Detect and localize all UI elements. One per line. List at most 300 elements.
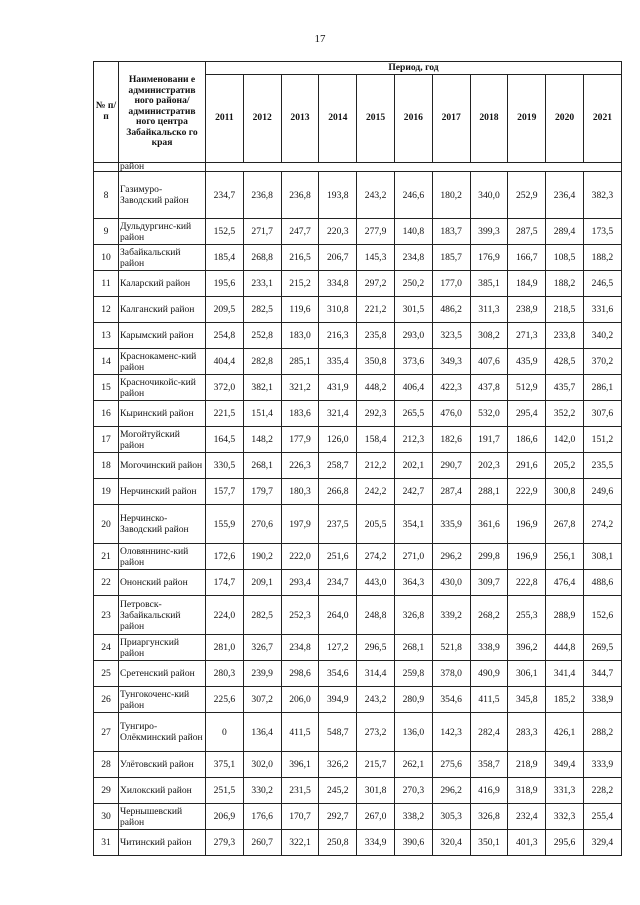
value-cell: 354,6 — [432, 687, 470, 713]
value-cell: 277,9 — [357, 219, 395, 245]
value-cell: 331,3 — [546, 778, 584, 804]
value-cell: 268,1 — [243, 453, 281, 479]
value-cell: 206,7 — [319, 245, 357, 271]
value-cell: 236,8 — [281, 172, 319, 219]
value-cell: 293,4 — [281, 570, 319, 596]
value-cell: 288,2 — [583, 713, 621, 752]
table-row — [94, 349, 622, 375]
value-cell: 435,7 — [546, 375, 584, 401]
value-cell: 157,7 — [206, 479, 244, 505]
value-cell: 411,5 — [470, 687, 508, 713]
row-number-cell: 12 — [94, 297, 119, 323]
value-cell: 350,8 — [357, 349, 395, 375]
value-cell: 255,3 — [508, 596, 546, 635]
value-cell: 301,5 — [394, 297, 432, 323]
value-cell: 291,6 — [508, 453, 546, 479]
value-cell: 411,5 — [281, 713, 319, 752]
value-cell: 221,2 — [357, 297, 395, 323]
value-cell: 228,2 — [583, 778, 621, 804]
table-row — [94, 752, 622, 778]
value-cell: 333,9 — [583, 752, 621, 778]
value-cell: 235,8 — [357, 323, 395, 349]
value-cell: 320,4 — [432, 830, 470, 856]
value-cell: 292,7 — [319, 804, 357, 830]
value-cell: 260,7 — [243, 830, 281, 856]
value-cell: 338,2 — [394, 804, 432, 830]
value-cell: 185,2 — [546, 687, 584, 713]
value-cell: 354,6 — [319, 661, 357, 687]
table-row — [94, 661, 622, 687]
value-cell: 326,7 — [243, 635, 281, 661]
value-cell: 299,8 — [470, 544, 508, 570]
value-cell: 243,2 — [357, 172, 395, 219]
continuation-name-cell: район — [119, 163, 206, 172]
district-name-cell: Оловяннинс-кий район — [119, 544, 206, 570]
value-cell: 265,5 — [394, 401, 432, 427]
row-number-cell: 11 — [94, 271, 119, 297]
row-number-cell: 21 — [94, 544, 119, 570]
value-cell: 176,6 — [243, 804, 281, 830]
value-cell: 172,6 — [206, 544, 244, 570]
value-cell: 225,6 — [206, 687, 244, 713]
value-cell: 322,1 — [281, 830, 319, 856]
value-cell: 548,7 — [319, 713, 357, 752]
table-row — [94, 479, 622, 505]
value-cell: 486,2 — [432, 297, 470, 323]
year-header: 2014 — [319, 75, 357, 163]
value-cell: 431,9 — [319, 375, 357, 401]
district-name-cell: Читинский район — [119, 830, 206, 856]
value-cell: 166,7 — [508, 245, 546, 271]
column-header-number: № п/п — [94, 62, 119, 163]
value-cell: 243,2 — [357, 687, 395, 713]
year-header: 2018 — [470, 75, 508, 163]
value-cell: 396,2 — [508, 635, 546, 661]
value-cell: 340,2 — [583, 323, 621, 349]
value-cell: 173,5 — [583, 219, 621, 245]
value-cell: 136,4 — [243, 713, 281, 752]
table-row — [94, 830, 622, 856]
value-cell: 448,2 — [357, 375, 395, 401]
table-row — [94, 427, 622, 453]
value-cell: 286,1 — [583, 375, 621, 401]
district-name-cell: Красночикойс-кий район — [119, 375, 206, 401]
district-name-cell: Нерчинско-Заводский район — [119, 505, 206, 544]
row-number-cell: 18 — [94, 453, 119, 479]
value-cell: 252,3 — [281, 596, 319, 635]
value-cell: 404,4 — [206, 349, 244, 375]
value-cell: 235,5 — [583, 453, 621, 479]
district-name-cell: Хилокский район — [119, 778, 206, 804]
value-cell: 273,2 — [357, 713, 395, 752]
value-cell: 249,6 — [583, 479, 621, 505]
value-cell: 476,4 — [546, 570, 584, 596]
value-cell: 174,7 — [206, 570, 244, 596]
district-name-cell: Тунгокоченс-кий район — [119, 687, 206, 713]
value-cell: 238,9 — [508, 297, 546, 323]
value-cell: 145,3 — [357, 245, 395, 271]
value-cell: 202,3 — [470, 453, 508, 479]
value-cell: 375,1 — [206, 752, 244, 778]
value-cell: 340,0 — [470, 172, 508, 219]
value-cell: 280,3 — [206, 661, 244, 687]
value-cell: 310,8 — [319, 297, 357, 323]
value-cell: 250,8 — [319, 830, 357, 856]
value-cell: 283,3 — [508, 713, 546, 752]
value-cell: 188,2 — [583, 245, 621, 271]
district-name-cell: Газимуро-Заводский район — [119, 172, 206, 219]
value-cell: 532,0 — [470, 401, 508, 427]
value-cell: 234,8 — [394, 245, 432, 271]
value-cell: 426,1 — [546, 713, 584, 752]
value-cell: 352,2 — [546, 401, 584, 427]
value-cell: 401,3 — [508, 830, 546, 856]
row-number-cell: 14 — [94, 349, 119, 375]
row-number-cell: 23 — [94, 596, 119, 635]
value-cell: 193,8 — [319, 172, 357, 219]
table-row — [94, 596, 622, 635]
value-cell: 152,5 — [206, 219, 244, 245]
value-cell: 399,3 — [470, 219, 508, 245]
value-cell: 245,2 — [319, 778, 357, 804]
district-name-cell: Сретенский район — [119, 661, 206, 687]
value-cell: 184,9 — [508, 271, 546, 297]
value-cell: 255,4 — [583, 804, 621, 830]
value-cell: 212,3 — [394, 427, 432, 453]
value-cell: 300,8 — [546, 479, 584, 505]
value-cell: 305,3 — [432, 804, 470, 830]
value-cell: 275,6 — [432, 752, 470, 778]
table-row — [94, 271, 622, 297]
value-cell: 119,6 — [281, 297, 319, 323]
value-cell: 302,0 — [243, 752, 281, 778]
value-cell: 180,2 — [432, 172, 470, 219]
value-cell: 295,6 — [546, 830, 584, 856]
continuation-empty-cell — [206, 163, 622, 172]
value-cell: 155,9 — [206, 505, 244, 544]
value-cell: 354,1 — [394, 505, 432, 544]
year-header: 2019 — [508, 75, 546, 163]
value-cell: 196,9 — [508, 544, 546, 570]
value-cell: 254,8 — [206, 323, 244, 349]
value-cell: 266,8 — [319, 479, 357, 505]
value-cell: 287,4 — [432, 479, 470, 505]
district-name-cell: Кыринский район — [119, 401, 206, 427]
district-name-cell: Ононский район — [119, 570, 206, 596]
value-cell: 372,0 — [206, 375, 244, 401]
row-number-cell: 26 — [94, 687, 119, 713]
row-number-cell: 13 — [94, 323, 119, 349]
value-cell: 236,8 — [243, 172, 281, 219]
value-cell: 288,1 — [470, 479, 508, 505]
value-cell: 216,5 — [281, 245, 319, 271]
value-cell: 197,9 — [281, 505, 319, 544]
table-row — [94, 544, 622, 570]
value-cell: 321,2 — [281, 375, 319, 401]
value-cell: 268,8 — [243, 245, 281, 271]
year-header: 2013 — [281, 75, 319, 163]
value-cell: 287,5 — [508, 219, 546, 245]
value-cell: 281,0 — [206, 635, 244, 661]
value-cell: 271,0 — [394, 544, 432, 570]
value-cell: 349,4 — [546, 752, 584, 778]
value-cell: 295,4 — [508, 401, 546, 427]
value-cell: 296,5 — [357, 635, 395, 661]
value-cell: 326,8 — [470, 804, 508, 830]
value-cell: 226,3 — [281, 453, 319, 479]
row-number-cell: 8 — [94, 172, 119, 219]
row-number-cell: 29 — [94, 778, 119, 804]
value-cell: 183,6 — [281, 401, 319, 427]
value-cell: 364,3 — [394, 570, 432, 596]
district-name-cell: Карымский район — [119, 323, 206, 349]
district-name-cell: Дульдургинс-кий район — [119, 219, 206, 245]
table-row — [94, 713, 622, 752]
value-cell: 428,5 — [546, 349, 584, 375]
value-cell: 406,4 — [394, 375, 432, 401]
table-row — [94, 297, 622, 323]
value-cell: 292,3 — [357, 401, 395, 427]
district-name-cell: Могочинский район — [119, 453, 206, 479]
district-name-cell: Калганский район — [119, 297, 206, 323]
value-cell: 264,0 — [319, 596, 357, 635]
value-cell: 212,2 — [357, 453, 395, 479]
value-cell: 270,3 — [394, 778, 432, 804]
value-cell: 108,5 — [546, 245, 584, 271]
value-cell: 179,7 — [243, 479, 281, 505]
value-cell: 373,6 — [394, 349, 432, 375]
value-cell: 289,4 — [546, 219, 584, 245]
row-number-cell: 10 — [94, 245, 119, 271]
column-header-name: Наименовани е административ ного района/ административ ного центра Забайкальско го края — [119, 62, 206, 163]
table-row — [94, 219, 622, 245]
value-cell: 206,9 — [206, 804, 244, 830]
district-name-cell: Каларский район — [119, 271, 206, 297]
value-cell: 326,8 — [394, 596, 432, 635]
value-cell: 306,1 — [508, 661, 546, 687]
value-cell: 215,2 — [281, 271, 319, 297]
value-cell: 252,9 — [508, 172, 546, 219]
value-cell: 136,0 — [394, 713, 432, 752]
table-row — [94, 778, 622, 804]
table-row — [94, 172, 622, 219]
row-number-cell: 20 — [94, 505, 119, 544]
value-cell: 339,2 — [432, 596, 470, 635]
value-cell: 344,7 — [583, 661, 621, 687]
row-number-cell: 17 — [94, 427, 119, 453]
row-number-cell: 25 — [94, 661, 119, 687]
value-cell: 236,4 — [546, 172, 584, 219]
value-cell: 296,2 — [432, 544, 470, 570]
value-cell: 331,6 — [583, 297, 621, 323]
district-name-cell: Нерчинский район — [119, 479, 206, 505]
value-cell: 350,1 — [470, 830, 508, 856]
value-cell: 293,0 — [394, 323, 432, 349]
value-cell: 126,0 — [319, 427, 357, 453]
row-number-cell: 27 — [94, 713, 119, 752]
value-cell: 309,7 — [470, 570, 508, 596]
value-cell: 0 — [206, 713, 244, 752]
value-cell: 242,2 — [357, 479, 395, 505]
value-cell: 407,6 — [470, 349, 508, 375]
value-cell: 234,7 — [319, 570, 357, 596]
value-cell: 151,2 — [583, 427, 621, 453]
value-cell: 247,7 — [281, 219, 319, 245]
continuation-row — [94, 163, 622, 172]
value-cell: 338,9 — [470, 635, 508, 661]
year-header: 2015 — [357, 75, 395, 163]
value-cell: 142,3 — [432, 713, 470, 752]
row-number-cell: 24 — [94, 635, 119, 661]
row-number-cell: 19 — [94, 479, 119, 505]
value-cell: 298,6 — [281, 661, 319, 687]
value-cell: 268,2 — [470, 596, 508, 635]
value-cell: 209,5 — [206, 297, 244, 323]
value-cell: 196,9 — [508, 505, 546, 544]
value-cell: 233,8 — [546, 323, 584, 349]
table-row — [94, 323, 622, 349]
value-cell: 164,5 — [206, 427, 244, 453]
row-number-cell: 28 — [94, 752, 119, 778]
value-cell: 307,2 — [243, 687, 281, 713]
value-cell: 262,1 — [394, 752, 432, 778]
district-name-cell: Петровск-Забайкальский район — [119, 596, 206, 635]
value-cell: 279,3 — [206, 830, 244, 856]
value-cell: 444,8 — [546, 635, 584, 661]
value-cell: 323,5 — [432, 323, 470, 349]
value-cell: 330,2 — [243, 778, 281, 804]
value-cell: 268,1 — [394, 635, 432, 661]
value-cell: 224,0 — [206, 596, 244, 635]
value-cell: 335,9 — [432, 505, 470, 544]
value-cell: 329,4 — [583, 830, 621, 856]
table-row — [94, 635, 622, 661]
year-header: 2021 — [583, 75, 621, 163]
value-cell: 215,7 — [357, 752, 395, 778]
value-cell: 335,4 — [319, 349, 357, 375]
row-number-cell: 15 — [94, 375, 119, 401]
value-cell: 209,1 — [243, 570, 281, 596]
value-cell: 158,4 — [357, 427, 395, 453]
district-name-cell: Улётовский район — [119, 752, 206, 778]
value-cell: 334,9 — [357, 830, 395, 856]
value-cell: 512,9 — [508, 375, 546, 401]
table-row — [94, 804, 622, 830]
value-cell: 443,0 — [357, 570, 395, 596]
continuation-num-cell — [94, 163, 119, 172]
value-cell: 318,9 — [508, 778, 546, 804]
value-cell: 151,4 — [243, 401, 281, 427]
value-cell: 521,8 — [432, 635, 470, 661]
value-cell: 140,8 — [394, 219, 432, 245]
value-cell: 185,7 — [432, 245, 470, 271]
value-cell: 183,7 — [432, 219, 470, 245]
value-cell: 221,5 — [206, 401, 244, 427]
value-cell: 334,8 — [319, 271, 357, 297]
value-cell: 233,1 — [243, 271, 281, 297]
value-cell: 290,7 — [432, 453, 470, 479]
row-number-cell: 31 — [94, 830, 119, 856]
value-cell: 202,1 — [394, 453, 432, 479]
value-cell: 170,7 — [281, 804, 319, 830]
value-cell: 191,7 — [470, 427, 508, 453]
value-cell: 285,1 — [281, 349, 319, 375]
year-header: 2020 — [546, 75, 584, 163]
value-cell: 488,6 — [583, 570, 621, 596]
value-cell: 195,6 — [206, 271, 244, 297]
value-cell: 222,9 — [508, 479, 546, 505]
value-cell: 267,8 — [546, 505, 584, 544]
value-cell: 282,4 — [470, 713, 508, 752]
value-cell: 338,9 — [583, 687, 621, 713]
value-cell: 220,3 — [319, 219, 357, 245]
value-cell: 258,7 — [319, 453, 357, 479]
value-cell: 232,4 — [508, 804, 546, 830]
value-cell: 218,9 — [508, 752, 546, 778]
value-cell: 127,2 — [319, 635, 357, 661]
value-cell: 246,5 — [583, 271, 621, 297]
value-cell: 186,6 — [508, 427, 546, 453]
value-cell: 394,9 — [319, 687, 357, 713]
value-cell: 330,5 — [206, 453, 244, 479]
value-cell: 382,3 — [583, 172, 621, 219]
value-cell: 274,2 — [583, 505, 621, 544]
value-cell: 248,8 — [357, 596, 395, 635]
value-cell: 205,5 — [357, 505, 395, 544]
value-cell: 183,0 — [281, 323, 319, 349]
value-cell: 385,1 — [470, 271, 508, 297]
value-cell: 251,5 — [206, 778, 244, 804]
value-cell: 188,2 — [546, 271, 584, 297]
value-cell: 256,1 — [546, 544, 584, 570]
district-name-cell: Краснокаменс-кий район — [119, 349, 206, 375]
value-cell: 148,2 — [243, 427, 281, 453]
column-header-period: Период, год — [206, 62, 622, 75]
table-row — [94, 245, 622, 271]
value-cell: 216,3 — [319, 323, 357, 349]
value-cell: 251,6 — [319, 544, 357, 570]
value-cell: 177,0 — [432, 271, 470, 297]
year-header: 2011 — [206, 75, 244, 163]
value-cell: 237,5 — [319, 505, 357, 544]
table-row — [94, 505, 622, 544]
table-row — [94, 687, 622, 713]
value-cell: 259,8 — [394, 661, 432, 687]
value-cell: 378,0 — [432, 661, 470, 687]
value-cell: 190,2 — [243, 544, 281, 570]
row-number-cell: 30 — [94, 804, 119, 830]
year-header: 2017 — [432, 75, 470, 163]
value-cell: 271,3 — [508, 323, 546, 349]
year-header: 2012 — [243, 75, 281, 163]
value-cell: 296,2 — [432, 778, 470, 804]
statistics-table — [93, 61, 622, 856]
table-row — [94, 375, 622, 401]
row-number-cell: 16 — [94, 401, 119, 427]
header-row-period — [94, 62, 622, 75]
value-cell: 476,0 — [432, 401, 470, 427]
value-cell: 311,3 — [470, 297, 508, 323]
value-cell: 430,0 — [432, 570, 470, 596]
value-cell: 222,8 — [508, 570, 546, 596]
page-number: 17 — [314, 33, 326, 45]
value-cell: 267,0 — [357, 804, 395, 830]
year-header: 2016 — [394, 75, 432, 163]
value-cell: 314,4 — [357, 661, 395, 687]
value-cell: 326,2 — [319, 752, 357, 778]
value-cell: 246,6 — [394, 172, 432, 219]
value-cell: 282,8 — [243, 349, 281, 375]
